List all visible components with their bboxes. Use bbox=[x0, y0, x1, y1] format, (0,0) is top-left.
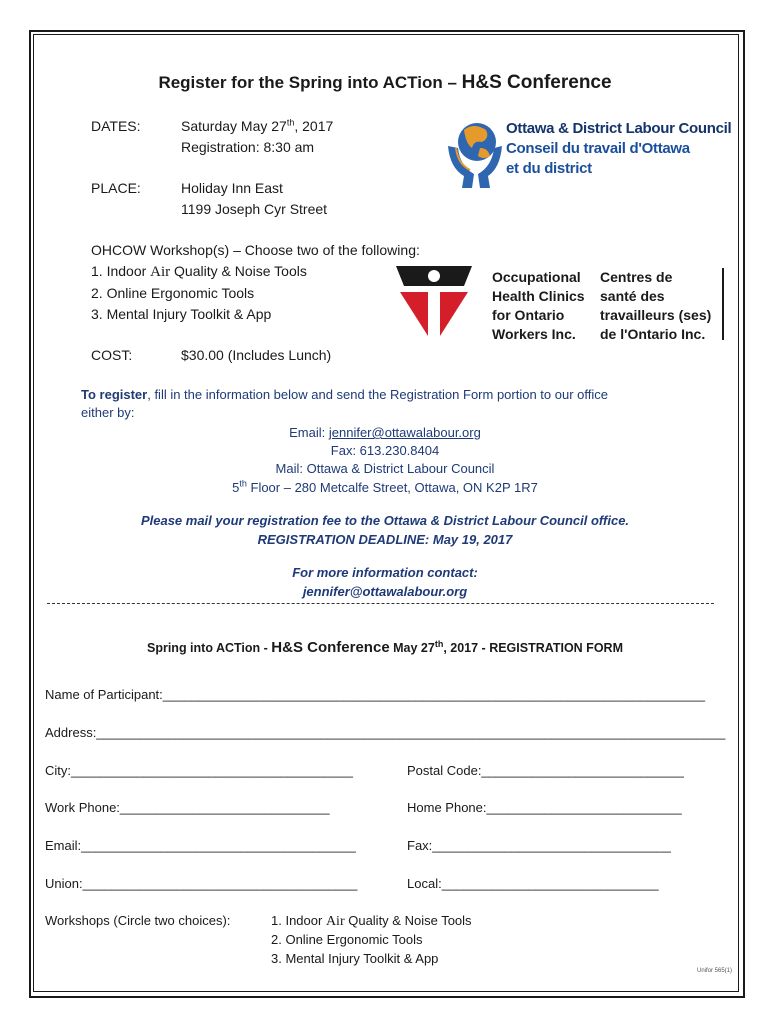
ohcow-logo bbox=[392, 264, 727, 342]
dates-label: DATES: bbox=[91, 118, 141, 134]
notice-mail-fee: Please mail your registration fee to the Ottawa & District Labour Council office. bbox=[140, 513, 630, 528]
odlc-logo-line2: Conseil du travail d'Ottawa bbox=[506, 140, 690, 157]
page-title bbox=[0, 72, 770, 94]
title-emphasis: H&S Conference bbox=[461, 72, 612, 93]
odlc-logo-line1: Ottawa & District Labour Council bbox=[506, 120, 732, 137]
cost-value: $30.00 (Includes Lunch) bbox=[181, 347, 332, 363]
email-link[interactable]: jennifer@ottawalabour.org bbox=[328, 425, 481, 440]
place-line1: Holiday Inn East bbox=[181, 180, 283, 196]
workshop-choice-2[interactable]: 2. Online Ergonomic Tools bbox=[271, 932, 423, 947]
register-address: 5th Floor – 280 Metcalfe Street, Ottawa, ON K2P 1R7 bbox=[232, 478, 538, 495]
notice-deadline: REGISTRATION DEADLINE: May 19, 2017 bbox=[257, 532, 513, 547]
ohcow-logo-english: Occupational Health Clinics for Ontario Workers Inc. bbox=[492, 269, 585, 342]
notice-contact: For more information contact: bbox=[292, 565, 478, 580]
register-email: Email: jennifer@ottawalabour.org bbox=[289, 425, 481, 440]
union-tag: Unifor 565(1) bbox=[697, 968, 733, 974]
participant-name-field[interactable]: Name of Participant:___________________________________________________________________________ bbox=[45, 687, 706, 702]
globe-hands-icon bbox=[444, 118, 506, 192]
workshop-choice-3[interactable]: 3. Mental Injury Toolkit & App bbox=[271, 951, 439, 966]
workshops-label: Workshops (Circle two choices): bbox=[45, 913, 231, 928]
register-fax: Fax: 613.230.8404 bbox=[330, 443, 440, 458]
work-phone-field[interactable]: Work Phone:_____________________________ bbox=[45, 800, 330, 815]
cost-label: COST: bbox=[91, 347, 133, 363]
ohcow-item-3: 3. Mental Injury Toolkit & App bbox=[91, 306, 272, 322]
union-field[interactable]: Union:______________________________________ bbox=[45, 876, 358, 891]
ohcow-logo-icon bbox=[392, 264, 476, 340]
ohcow-item-1: 1. Indoor Air Quality & Noise Tools bbox=[91, 263, 307, 280]
notice-contact-email[interactable]: jennifer@ottawalabour.org bbox=[302, 584, 468, 599]
dates-line1: Saturday May 27th, 2017 bbox=[181, 117, 334, 134]
ohcow-heading: OHCOW Workshop(s) – Choose two of the following: bbox=[91, 242, 420, 258]
email-field[interactable]: Email:______________________________________ bbox=[45, 838, 356, 853]
postal-code-field[interactable]: Postal Code:____________________________ bbox=[407, 763, 684, 778]
ohcow-item-2: 2. Online Ergonomic Tools bbox=[91, 285, 255, 301]
local-field[interactable]: Local:______________________________ bbox=[407, 876, 659, 891]
address-field[interactable]: Address:_______________________________________________________________________________________ bbox=[45, 725, 726, 740]
dates-line2: Registration: 8:30 am bbox=[181, 139, 315, 155]
register-line2: either by: bbox=[81, 405, 135, 420]
fax-field[interactable]: Fax:_________________________________ bbox=[407, 838, 671, 853]
workshop-choice-1[interactable]: 1. Indoor Air Quality & Noise Tools bbox=[271, 913, 472, 929]
odlc-logo-line3: et du district bbox=[506, 160, 592, 177]
ohcow-logo-divider bbox=[722, 268, 724, 340]
place-label: PLACE: bbox=[91, 180, 141, 196]
title-text: Register for the Spring into ACTion – bbox=[158, 73, 457, 92]
odlc-logo bbox=[444, 118, 732, 194]
home-phone-field[interactable]: Home Phone:___________________________ bbox=[407, 800, 682, 815]
register-line1: To register, fill in the information below and send the Registration Form portion to our office bbox=[81, 387, 609, 402]
ohcow-logo-french: Centres de santé des travailleurs (ses) de l'Ontario Inc. bbox=[600, 269, 712, 342]
cut-line-divider bbox=[47, 603, 714, 604]
register-mail: Mail: Ottawa & District Labour Council bbox=[275, 461, 495, 476]
form-title: Spring into ACTion - H&S Conference May 27th, 2017 - REGISTRATION FORM bbox=[147, 638, 623, 656]
place-line2: 1199 Joseph Cyr Street bbox=[181, 201, 328, 217]
city-field[interactable]: City:_______________________________________ bbox=[45, 763, 353, 778]
